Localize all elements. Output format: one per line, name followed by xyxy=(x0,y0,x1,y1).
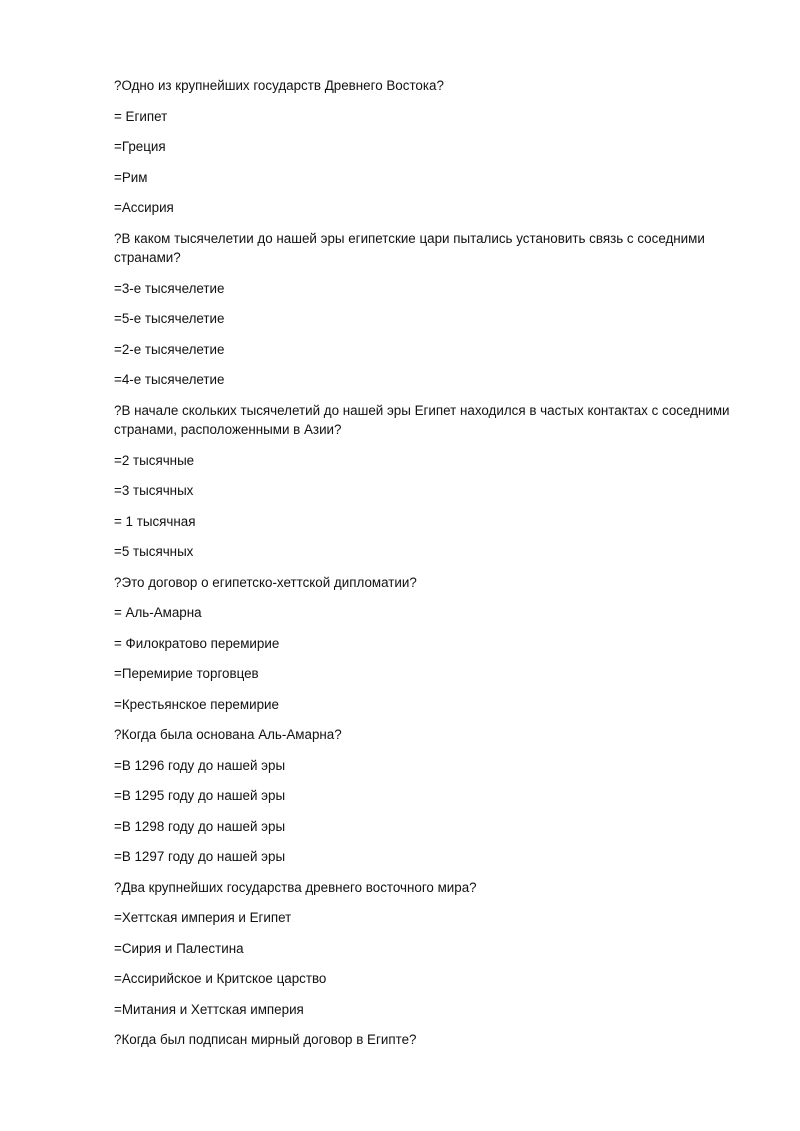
answer-option: =В 1295 году до нашей эры xyxy=(114,788,286,803)
answer-option: = Аль-Амарна xyxy=(114,605,202,620)
question-line: ?Одно из крупнейших государств Древнего Востока? xyxy=(114,78,444,93)
answer-option: =4-е тысячелетие xyxy=(114,372,225,387)
answer-option: =5-е тысячелетие xyxy=(114,311,225,326)
answer-option: =5 тысячных xyxy=(114,544,194,559)
answer-option: =Митания и Хеттская империя xyxy=(114,1001,304,1017)
answer-option: =Сирия и Палестина xyxy=(114,940,244,956)
question-line: ?Два крупнейших государства древнего восточного мира? xyxy=(114,879,477,895)
answer-option: =Ассирия xyxy=(114,200,174,215)
document-body xyxy=(114,76,734,1061)
answer-option: =Хеттская империя и Египет xyxy=(114,910,292,925)
question-line: ?Это договор о египетско-хеттской дипломатии? xyxy=(114,574,417,590)
answer-option: =Рим xyxy=(114,169,148,185)
answer-option: =В 1297 году до нашей эры xyxy=(114,849,286,864)
answer-option: =В 1298 году до нашей эры xyxy=(114,818,286,834)
answer-option: =3 тысячных xyxy=(114,483,194,498)
question-line: ?Когда была основана Аль-Амарна? xyxy=(114,727,342,742)
answer-option: = 1 тысячная xyxy=(114,513,196,529)
answer-option: = Филократово перемирие xyxy=(114,635,280,651)
answer-option: =2-е тысячелетие xyxy=(114,341,225,357)
answer-option: =Перемирие торговцев xyxy=(114,666,259,681)
question-line: ?В начале скольких тысячелетий до нашей эры Египет находился в частых контактах с соседними странами, расположенными в Азии? xyxy=(114,402,734,437)
answer-option: =Ассирийское и Критское царство xyxy=(114,971,327,986)
answer-option: =В 1296 году до нашей эры xyxy=(114,757,286,773)
answer-option: =Греция xyxy=(114,139,166,154)
question-line: ?Когда был подписан мирный договор в Египте? xyxy=(114,1032,417,1047)
answer-option: =3-е тысячелетие xyxy=(114,280,225,296)
answer-option: = Египет xyxy=(114,108,168,124)
answer-option: =Крестьянское перемирие xyxy=(114,696,279,712)
question-line: ?В каком тысячелетии до нашей эры египетские цари пытались установить связь с соседними странами? xyxy=(114,230,709,265)
answer-option: =2 тысячные xyxy=(114,452,195,468)
